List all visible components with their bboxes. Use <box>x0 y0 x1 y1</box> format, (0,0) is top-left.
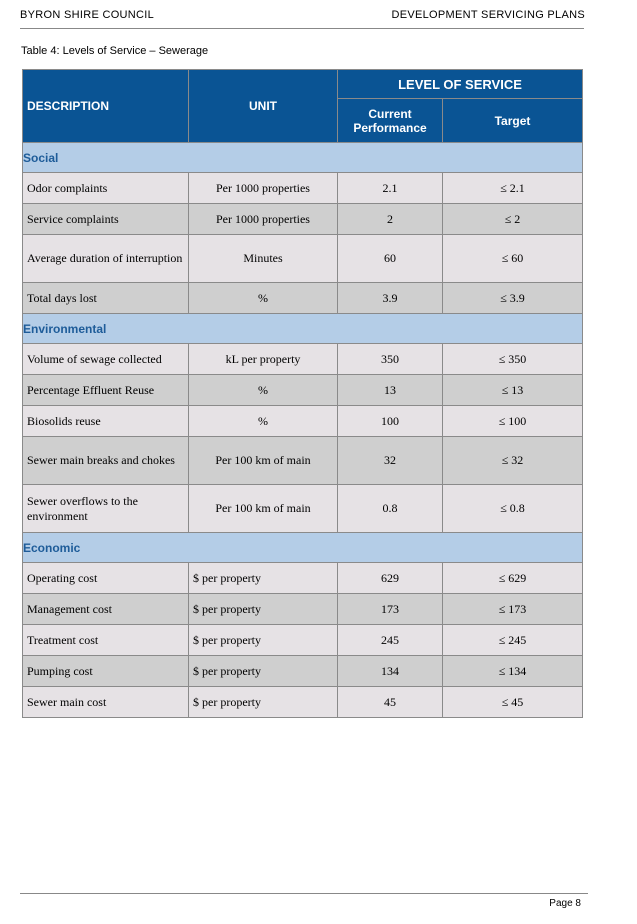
row-unit: $ per property <box>189 563 338 594</box>
row-unit: $ per property <box>189 656 338 687</box>
header-current-performance: Current Performance <box>338 99 443 143</box>
section-row <box>23 314 583 344</box>
row-unit: $ per property <box>189 625 338 656</box>
levels-of-service-table <box>22 69 583 718</box>
section-row <box>23 533 583 563</box>
row-current-performance: 134 <box>338 656 443 687</box>
row-target: ≤ 2.1 <box>443 173 583 204</box>
section-row <box>23 143 583 173</box>
table-row <box>23 173 583 204</box>
row-unit: Per 1000 properties <box>189 204 338 235</box>
row-current-performance: 245 <box>338 625 443 656</box>
row-unit: $ per property <box>189 687 338 718</box>
row-target: ≤ 3.9 <box>443 283 583 314</box>
header-divider <box>20 28 584 29</box>
row-target: ≤ 13 <box>443 375 583 406</box>
row-description: Biosolids reuse <box>23 406 189 437</box>
row-current-performance: 3.9 <box>338 283 443 314</box>
row-description: Pumping cost <box>23 656 189 687</box>
table-row <box>23 375 583 406</box>
row-current-performance: 0.8 <box>338 485 443 533</box>
row-description: Sewer main breaks and chokes <box>23 437 189 485</box>
row-unit: kL per property <box>189 344 338 375</box>
row-unit: Minutes <box>189 235 338 283</box>
row-current-performance: 13 <box>338 375 443 406</box>
row-current-performance: 173 <box>338 594 443 625</box>
row-current-performance: 60 <box>338 235 443 283</box>
row-target: ≤ 350 <box>443 344 583 375</box>
row-description: Sewer overflows to the environment <box>23 485 189 533</box>
header-unit: UNIT <box>189 70 338 143</box>
section-title: Social <box>23 143 583 173</box>
row-description: Sewer main cost <box>23 687 189 718</box>
header-level-of-service: LEVEL OF SERVICE <box>338 70 583 99</box>
row-description: Average duration of interruption <box>23 235 189 283</box>
row-current-performance: 629 <box>338 563 443 594</box>
section-title: Environmental <box>23 314 583 344</box>
row-description: Management cost <box>23 594 189 625</box>
row-target: ≤ 60 <box>443 235 583 283</box>
row-target: ≤ 32 <box>443 437 583 485</box>
row-target: ≤ 2 <box>443 204 583 235</box>
row-current-performance: 32 <box>338 437 443 485</box>
row-unit: $ per property <box>189 594 338 625</box>
row-current-performance: 45 <box>338 687 443 718</box>
row-description: Volume of sewage collected <box>23 344 189 375</box>
row-description: Service complaints <box>23 204 189 235</box>
row-current-performance: 2.1 <box>338 173 443 204</box>
table-row <box>23 656 583 687</box>
row-description: Percentage Effluent Reuse <box>23 375 189 406</box>
table-row <box>23 485 583 533</box>
row-current-performance: 350 <box>338 344 443 375</box>
header-document-title: DEVELOPMENT SERVICING PLANS <box>391 9 585 21</box>
table-row <box>23 283 583 314</box>
table-row <box>23 563 583 594</box>
table-row <box>23 344 583 375</box>
row-unit: Per 1000 properties <box>189 173 338 204</box>
header-description: DESCRIPTION <box>23 70 189 143</box>
table-row <box>23 687 583 718</box>
row-unit: Per 100 km of main <box>189 485 338 533</box>
table-row <box>23 625 583 656</box>
table-row <box>23 406 583 437</box>
footer-divider <box>20 893 588 894</box>
row-description: Total days lost <box>23 283 189 314</box>
row-target: ≤ 173 <box>443 594 583 625</box>
row-description: Odor complaints <box>23 173 189 204</box>
row-unit: % <box>189 283 338 314</box>
section-title: Economic <box>23 533 583 563</box>
row-target: ≤ 134 <box>443 656 583 687</box>
header-organization: BYRON SHIRE COUNCIL <box>20 9 155 21</box>
row-unit: Per 100 km of main <box>189 437 338 485</box>
row-target: ≤ 45 <box>443 687 583 718</box>
row-description: Treatment cost <box>23 625 189 656</box>
table-row <box>23 437 583 485</box>
row-target: ≤ 245 <box>443 625 583 656</box>
row-unit: % <box>189 375 338 406</box>
row-target: ≤ 100 <box>443 406 583 437</box>
row-target: ≤ 629 <box>443 563 583 594</box>
table-caption: Table 4: Levels of Service – Sewerage <box>21 45 209 57</box>
row-unit: % <box>189 406 338 437</box>
table-row <box>23 594 583 625</box>
row-current-performance: 100 <box>338 406 443 437</box>
table-row <box>23 204 583 235</box>
row-current-performance: 2 <box>338 204 443 235</box>
table-row <box>23 235 583 283</box>
row-description: Operating cost <box>23 563 189 594</box>
row-target: ≤ 0.8 <box>443 485 583 533</box>
header-target: Target <box>443 99 583 143</box>
page-number: Page 8 <box>549 898 581 909</box>
